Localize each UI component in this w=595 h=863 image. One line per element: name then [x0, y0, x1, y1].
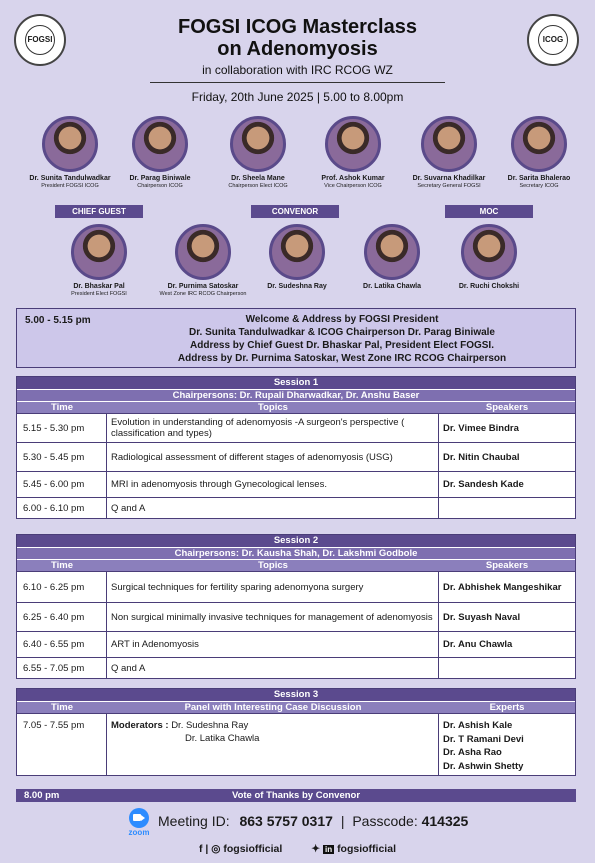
table-row: 6.40 - 6.55 pm ART in Adenomyosis Dr. Anu Chawla	[17, 631, 575, 657]
speaker-photo	[511, 116, 567, 172]
table-row: 6.55 - 7.05 pm Q and A	[17, 657, 575, 678]
table-row: 7.05 - 7.55 pm Moderators : Dr. Sudeshna Ray Dr. Latika Chawla Dr. Ashish Kale Dr. T Ramani Devi Dr. Asha Rao Dr. Ashwin Shetty	[17, 713, 575, 775]
welcome-box	[16, 308, 576, 368]
experts-list: Dr. Ashish Kale Dr. T Ramani Devi Dr. Asha Rao Dr. Ashwin Shetty	[443, 720, 524, 772]
session-3-table: Session 3 Time Panel with Interesting Case Discussion Experts 7.05 - 7.55 pm Moderators : Dr. Sudeshna Ray Dr. Latika Chawla Dr. Ashish Kale Dr. T Ramani Devi Dr. Asha Rao Dr. Ashwin Shetty	[16, 688, 576, 776]
tag-chief-guest: CHIEF GUEST	[55, 205, 143, 218]
speaker-card: Prof. Ashok Kumar Vice Chairperson ICOG	[305, 116, 401, 189]
speaker-photo	[421, 116, 477, 172]
speaker-photo	[364, 224, 420, 280]
speaker-card: Dr. Sudeshna Ray	[249, 224, 345, 291]
table-row: 5.15 - 5.30 pm Evolution in understanding of adenomyosis -A surgeon's perspective ( classification and types) Dr. Vimee Bindra	[17, 413, 575, 442]
speaker-photo	[175, 224, 231, 280]
icog-logo: ICOG	[527, 14, 579, 66]
zoom-logo: zoom	[126, 808, 152, 837]
vote-of-thanks: 8.00 pm Vote of Thanks by Convenor	[16, 789, 576, 802]
speaker-photo	[132, 116, 188, 172]
speaker-card: Dr. Ruchi Chokshi	[441, 224, 537, 291]
speaker-card: Dr. Purnima Satoskar West Zone IRC RCOG Chairperson	[155, 224, 251, 297]
tag-convenor: CONVENOR	[251, 205, 339, 218]
speaker-photo	[230, 116, 286, 172]
speaker-card: Dr. Suvarna Khadilkar Secretary General FOGSI	[401, 116, 497, 189]
zoom-icon	[129, 808, 149, 828]
meeting-info: Meeting ID: 863 5757 0317 | Passcode: 414325	[158, 813, 469, 829]
event-date: Friday, 20th June 2025 | 5.00 to 8.00pm	[191, 90, 404, 104]
session-2-chairs: Chairpersons: Dr. Kausha Shah, Dr. Lakshmi Godbole	[17, 547, 575, 559]
divider	[150, 82, 445, 83]
welcome-text: Welcome & Address by FOGSI President Dr. Sunita Tandulwadkar & ICOG Chairperson Dr. Parag Biniwale Address by Chief Guest Dr. Bhaskar Pal, President Elect FOGSI. Address by Dr. Purnima Satoskar, West Zone IRC RCOG Chairperson	[177, 314, 507, 364]
speaker-card: Dr. Parag Biniwale Chairperson ICOG	[112, 116, 208, 189]
speaker-card: Dr. Sheela Mane Chairperson Elect ICOG	[210, 116, 306, 189]
table-row: 5.30 - 5.45 pm Radiological assessment of different stages of adenomyosis (USG) Dr. Nitin Chaubal	[17, 442, 575, 471]
speaker-card: Dr. Latika Chawla	[344, 224, 440, 291]
fogsi-logo: FOGSI	[14, 14, 66, 66]
instagram-icon: ◎	[211, 843, 221, 855]
social-footer: f | ◎ fogsiofficial ✦ in fogsiofficial	[199, 843, 396, 855]
collab-line: in collaboration with IRC RCOG WZ	[202, 63, 393, 77]
welcome-time: 5.00 - 5.15 pm	[25, 315, 91, 326]
session-1-chairs: Chairpersons: Dr. Rupali Dharwadkar, Dr. Anshu Baser	[17, 389, 575, 401]
session-2-table: Session 2 Chairpersons: Dr. Kausha Shah, Dr. Lakshmi Godbole Time Topics Speakers 6.10 - 6.25 pm Surgical techniques for fertility sparing adenomyona surgery Dr. Abhishek Mangeshikar 6.25 - 6.40 pm Non surgical minimally invasive techniques for management of adenomyosis Dr. Suyash Naval 6.40 - 6.55 pm ART in Adenomyosis Dr. Anu Chawla 6.55 - 7.05 pm Q and A	[16, 534, 576, 679]
session-1-title: Session 1	[17, 377, 575, 389]
speaker-card: Dr. Sarita Bhalerao Secretary ICOG	[491, 116, 587, 189]
speaker-photo	[325, 116, 381, 172]
speaker-photo	[42, 116, 98, 172]
speaker-photo	[461, 224, 517, 280]
speaker-card: Dr. Bhaskar Pal President Elect FOGSI	[51, 224, 147, 297]
event-title-line2: on Adenomyosis	[217, 38, 378, 60]
session-3-title: Session 3	[17, 689, 575, 701]
event-title-line1: FOGSI ICOG Masterclass	[178, 16, 417, 38]
table-row: 6.25 - 6.40 pm Non surgical minimally invasive techniques for management of adenomyosis Dr. Suyash Naval	[17, 602, 575, 631]
session-1-table: Session 1 Chairpersons: Dr. Rupali Dharwadkar, Dr. Anshu Baser Time Topics Speakers 5.15 - 5.30 pm Evolution in understanding of adenomyosis -A surgeon's perspective ( classification and types) Dr. Vimee Bindra 5.30 - 5.45 pm Radiological assessment of different stages of adenomyosis (USG) Dr. Nitin Chaubal 5.45 - 6.00 pm MRI in adenomyosis through Gynecological lenses. Dr. Sandesh Kade 6.00 - 6.10 pm Q and A	[16, 376, 576, 519]
session-2-title: Session 2	[17, 535, 575, 547]
table-row: 5.45 - 6.00 pm MRI in adenomyosis through Gynecological lenses. Dr. Sandesh Kade	[17, 471, 575, 497]
twitter-icon: ✦	[311, 843, 321, 855]
linkedin-icon: in	[325, 845, 333, 854]
speaker-card: Dr. Sunita Tandulwadkar President FOGSI ICOG	[22, 116, 118, 189]
table-row: 6.00 - 6.10 pm Q and A	[17, 497, 575, 518]
facebook-icon: f	[199, 843, 203, 855]
speaker-photo	[71, 224, 127, 280]
tag-moc: MOC	[445, 205, 533, 218]
speaker-photo	[269, 224, 325, 280]
table-row: 6.10 - 6.25 pm Surgical techniques for fertility sparing adenomyona surgery Dr. Abhishek Mangeshikar	[17, 571, 575, 602]
